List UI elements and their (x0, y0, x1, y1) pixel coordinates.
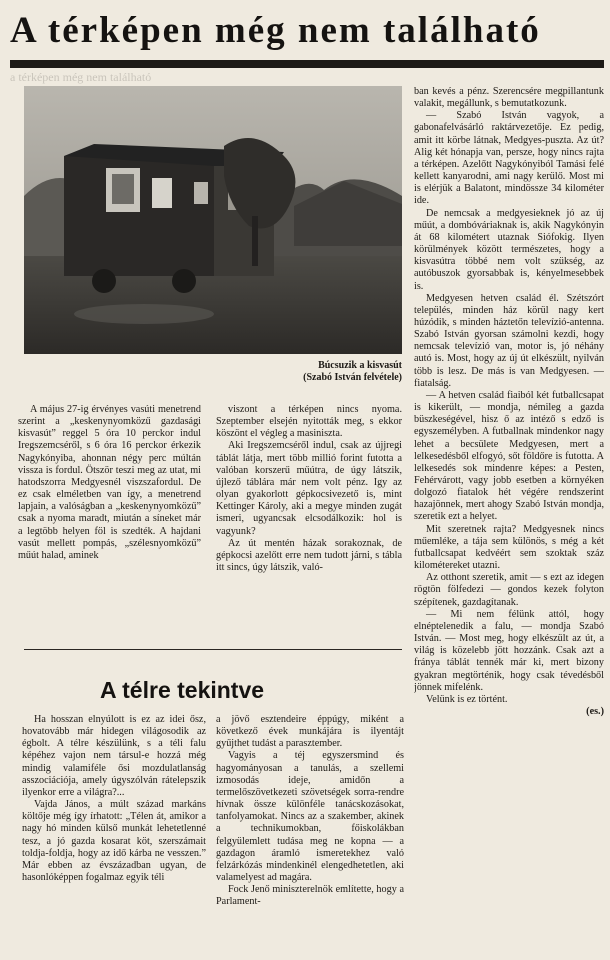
paragraph: Az otthont szeretik, amit — s ezt az idegen rögtön fölfedezi — gondos kezek folyton szépítenek, gazdagítanak. (414, 572, 604, 608)
paragraph: De nemcsak a medgyesieknek jó az új műút, a dombóváriaknak is, akik Nagykónyin át 68 kilométert utaznak Siófokig. Ilyen körülmények között természetes, hogy a kisvasútra többé nem volt szükség, az autóbuszok gyorsabbak is, kényelmesebbek is. (414, 207, 604, 292)
second-article-column-2 (216, 714, 404, 960)
photo-caption (150, 360, 402, 384)
author-signature: (es.) (586, 705, 604, 717)
paragraph: viszont a térképen nincs nyoma. Szeptember elsején nyitották meg, s ekkor köszönt el végleg a masiniszta. (216, 404, 402, 440)
paragraph: — A hetven család fiaiból két futballcsapat is kikerült, — mondja, némileg a gazda büszkeségével, hisz ő az intéző s edző is egyszemélyben. A futballnak mindenkor nagy lehet a becsülete Medgyesen, mert a lelkesedésből elfogyó, sőt földőre is futotta. A lelkesedés sok mindenre képes: a Pesten, Fehérvárott, vagy jobb esetben a környéken dolgozó fiatalok hét végére rendszerint hazajönnek, mert ahogy Szabó István mondja, szeretik ezt a helyet. (414, 389, 604, 523)
headline-rule (10, 60, 604, 68)
article-column-1 (18, 404, 201, 640)
paragraph: Fock Jenő miniszterelnök említette, hogy a Parlament- (216, 884, 404, 908)
article-column-2 (216, 404, 402, 640)
paragraph: ban kevés a pénz. Szerencsére megpillantunk valakit, megállunk, s bemutatkozunk. (414, 86, 604, 110)
section-divider (24, 649, 402, 650)
paragraph: Mit szeretnek rajta? Medgyesnek nincs műemléke, a tája sem különös, s még a két futballcsapat kedvéért sem szoktak száz kilométereket utazni. (414, 523, 604, 572)
photo-caption-credit: (Szabó István felvétele) (303, 372, 402, 383)
show-through-text: a térképen még nem található (10, 70, 152, 84)
paragraph: A május 27-ig érvényes vasúti menetrend szerint a „keskenynyomközű gazdasági kisvasút” reggel 5 óra 10 perckor indul Iregszemcséről, s 6 óra 16 perckor érkezik Nagykónyiba, ahonnan négy perc múltán vissza is fordul. Ötször teszi meg az utat, mi hatodszorra Medgyesnél viszszafordul. De ez csak elméletben van így, a menetrend lapjain, a valóságban a „keskenynyomközű” csak a nyoma maradt, miután a síneket már a legtöbb helyen föl is szedték. A hajdani vasút mellett pompás, „szélesnyomközű” műút halad, aminek (18, 404, 201, 561)
article-headline: A térképen még nem található (10, 10, 541, 51)
second-article-headline: A télre tekintve (100, 677, 265, 703)
train-photo (24, 86, 402, 354)
photo-caption-title: Búcsuzik a kisvasút (318, 360, 402, 371)
train-photo-image (24, 86, 402, 354)
paragraph: — Szabó István vagyok, a gabonafelvásárló raktárvezetője. Ez pedig, amit itt körbe látnak, Medgyes-puszta. Az út? Alig két hónapja van, persze, hogy nincs rajta a térképen. Azelőtt Nagykónyiból Tamási felé kellett kanyarodni, ami nagy kerülő. Most mi is elérjük a Balatont, mindössze 34 kilométer ide. (414, 110, 604, 207)
paragraph: Ha hosszan elnyúlott is ez az idei ősz, hovatovább már hidegen világosodik az égbolt. A télre készülünk, s a téli falu képéhez vajon nem társul-e hozzá még mindig valamiféle ősi mozdulatlanság asszociációja, amely úgyszólván rátelepszik ilyenkor erre a világra?... (22, 714, 206, 798)
paragraph: a jövő esztendeire éppúgy, miként a következő évek munkájára is ilyentájt gyűjthet tudást a parasztember. (216, 714, 404, 750)
second-article-column-1 (22, 714, 206, 960)
article-column-3 (414, 86, 604, 960)
paragraph: — Mi nem félünk attól, hogy elnéptelenedik a falu, — mondja Szabó István. — Most meg, hogy elkészült az út, a világ is közelebb jött hozzánk. Csak azt a fránya táblát tennék már ki, mert bizony gyakran megtörténik, hogy csak tévedésből jönnek mifelénk. (414, 608, 604, 693)
paragraph: Vajda János, a múlt század markáns költője még így írhatott: „Télen át, amikor a nagy hó minden külső munkát lehetetlenné tesz, a jó gazda kosarat köt, szerszámait toldja-foldja, hogy az idő kárba ne vesszen.” Már ebben az évszázadban ugyan, de hasonlóképpen fogalmaz egyik téli (22, 799, 206, 884)
paragraph: Medgyesen hetven család él. Szétszórt település, minden ház körül nagy kert húzódik, s minden háztetőn televízió-antenna. Szabó István gyorsan számolni kezdi, hogy nemcsak televízió van, motor is, jó néhány autó is. Most, hogy az új út elkészült, nyilván több is lesz. De más is van Medgyesen. — fiatalság. (414, 292, 604, 389)
paragraph: Vagyis a téj egyszersmind és hagyományosan a tanulás, a szellemi izmosodás ideje, amidőn a termelőszövetkezeti szövetségek sorra-rendre hívnak össze különféle tanácskozásokat, tanfolyamokat. Nincs az a szakember, akinek a technikumokban, főiskolákban felgyülemlett tudása meg ne kopna — a gazdagon áramló ismeretekhez való felzárkózás mindenkinél elengedhetetlen, aki valamelyest ad magára. (216, 750, 404, 884)
paragraph: Aki Iregszemcséről indul, csak az újjregi táblát látja, mert több millió forint futotta a valóban korszerű műútra, de úgy látszik, újlező táblára már nem volt pénz. Igy az olyan gyakorlott gépkocsivezető is, mint Kettinger Károly, aki a megye minden zugát ismeri, ugyancsak elcsodálkozik: hol is vagyunk? (216, 440, 402, 537)
paragraph: Az út mentén házak sorakoznak, de gépkocsi azelőtt erre nem tudott járni, s tábla itt sincs, úgy látszik, való- (216, 537, 402, 574)
paragraph: Velünk is ez történt. (426, 693, 508, 705)
